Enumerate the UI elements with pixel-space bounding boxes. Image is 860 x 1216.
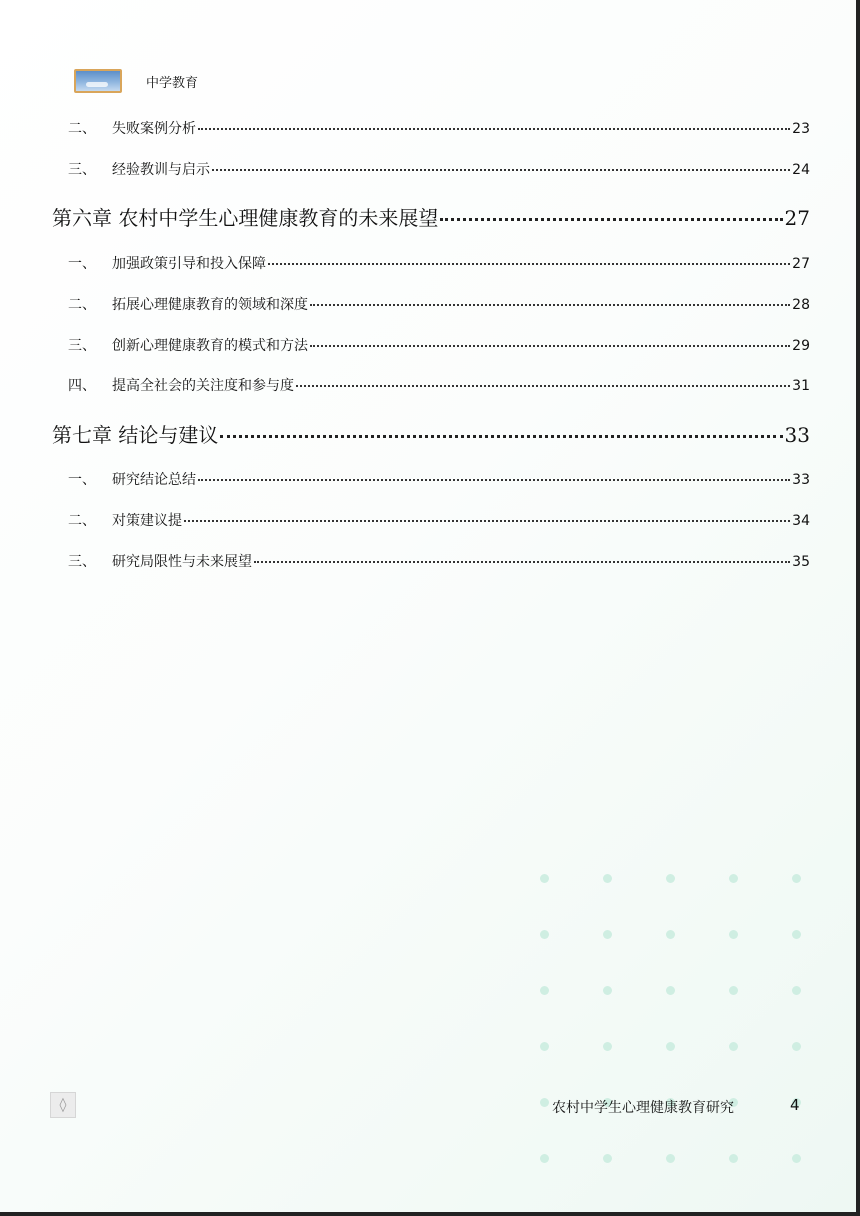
- toc-page-number: 31: [792, 378, 810, 394]
- toc-entry-title: 提高全社会的关注度和参与度: [112, 378, 294, 394]
- toc-entry-number: 二、: [68, 297, 96, 313]
- toc-dot-leader: [212, 169, 790, 171]
- toc-page-number: 35: [792, 554, 810, 570]
- decorative-dot: [540, 1042, 549, 1051]
- toc-dot-leader: [220, 435, 782, 438]
- decorative-dot: [540, 986, 549, 995]
- decorative-dot: [792, 1042, 801, 1051]
- decorative-dot: [792, 874, 801, 883]
- toc-dot-leader: [310, 345, 790, 347]
- landscape-logo-icon: [74, 69, 122, 93]
- toc-entry-number: 三、: [68, 554, 96, 570]
- toc-section-entry[interactable]: [68, 159, 810, 179]
- decorative-dot-grid: [540, 874, 810, 1174]
- decorative-dot: [729, 874, 738, 883]
- toc-entry-title: 加强政策引导和投入保障: [112, 256, 266, 272]
- toc-dot-leader: [254, 561, 790, 563]
- toc-dot-leader: [184, 520, 790, 522]
- decorative-dot: [666, 930, 675, 939]
- toc-dot-leader: [440, 218, 782, 221]
- toc-entry-number: 二、: [68, 513, 96, 529]
- toc-section-entry[interactable]: [68, 118, 810, 138]
- toc-entry-number: 三、: [68, 162, 96, 178]
- toc-section-entry[interactable]: [68, 510, 810, 530]
- decorative-corner-icon: ◊: [50, 1092, 76, 1118]
- toc-entry-number: 一、: [68, 256, 96, 272]
- toc-page-number: 27: [784, 206, 810, 230]
- decorative-dot: [792, 930, 801, 939]
- toc-page-number: 29: [792, 338, 810, 354]
- header-text: 中学教育: [146, 75, 199, 91]
- decorative-dot: [603, 986, 612, 995]
- toc-page-number: 34: [792, 513, 810, 529]
- toc-entry-title: 第七章 结论与建议: [52, 423, 219, 447]
- decorative-dot: [666, 986, 675, 995]
- toc-entry-title: 对策建议提: [112, 513, 182, 529]
- decorative-dot: [729, 986, 738, 995]
- toc-page-number: 23: [792, 121, 810, 137]
- toc-dot-leader: [296, 385, 790, 387]
- toc-page-number: 33: [792, 472, 810, 488]
- decorative-dot: [666, 1154, 675, 1163]
- page-header: [74, 68, 198, 94]
- toc-section-entry[interactable]: [68, 551, 810, 571]
- decorative-dot: [540, 1098, 549, 1107]
- toc-page-number: 27: [792, 256, 810, 272]
- decorative-dot: [666, 874, 675, 883]
- toc-entry-number: 一、: [68, 472, 96, 488]
- decorative-dot: [540, 874, 549, 883]
- toc-section-entry[interactable]: [68, 294, 810, 314]
- toc-page-number: 24: [792, 162, 810, 178]
- toc-entry-number: 三、: [68, 338, 96, 354]
- decorative-dot: [540, 1154, 549, 1163]
- toc-entry-title: 经验教训与启示: [112, 162, 210, 178]
- footer-title: 农村中学生心理健康教育研究: [552, 1100, 734, 1116]
- footer-page-number: 4: [790, 1096, 800, 1114]
- toc-dot-leader: [310, 304, 790, 306]
- toc-chapter-entry[interactable]: [52, 202, 810, 231]
- toc-entry-number: 四、: [68, 378, 96, 394]
- decorative-dot: [603, 930, 612, 939]
- toc-entry-title: 研究结论总结: [112, 472, 196, 488]
- decorative-dot: [666, 1042, 675, 1051]
- decorative-dot: [603, 1042, 612, 1051]
- decorative-dot: [603, 1154, 612, 1163]
- toc-entry-title: 创新心理健康教育的模式和方法: [112, 338, 308, 354]
- toc-page-number: 33: [784, 423, 810, 447]
- toc-entry-title: 拓展心理健康教育的领域和深度: [112, 297, 308, 313]
- decorative-dot: [603, 874, 612, 883]
- toc-entry-number: 二、: [68, 121, 96, 137]
- toc-dot-leader: [198, 128, 790, 130]
- toc-page-number: 28: [792, 297, 810, 313]
- toc-dot-leader: [198, 479, 790, 481]
- toc-section-entry[interactable]: [68, 335, 810, 355]
- toc-section-entry[interactable]: [68, 375, 810, 395]
- toc-entry-title: 第六章 农村中学生心理健康教育的未来展望: [52, 206, 439, 230]
- decorative-dot: [729, 1042, 738, 1051]
- decorative-dot: [792, 986, 801, 995]
- toc-dot-leader: [268, 263, 790, 265]
- toc-section-entry[interactable]: [68, 253, 810, 273]
- toc-chapter-entry[interactable]: [52, 419, 810, 448]
- decorative-dot: [540, 930, 549, 939]
- toc-entry-title: 研究局限性与未来展望: [112, 554, 252, 570]
- decorative-dot: [792, 1154, 801, 1163]
- decorative-dot: [729, 1154, 738, 1163]
- toc-section-entry[interactable]: [68, 469, 810, 489]
- toc-entry-title: 失败案例分析: [112, 121, 196, 137]
- decorative-dot: [729, 930, 738, 939]
